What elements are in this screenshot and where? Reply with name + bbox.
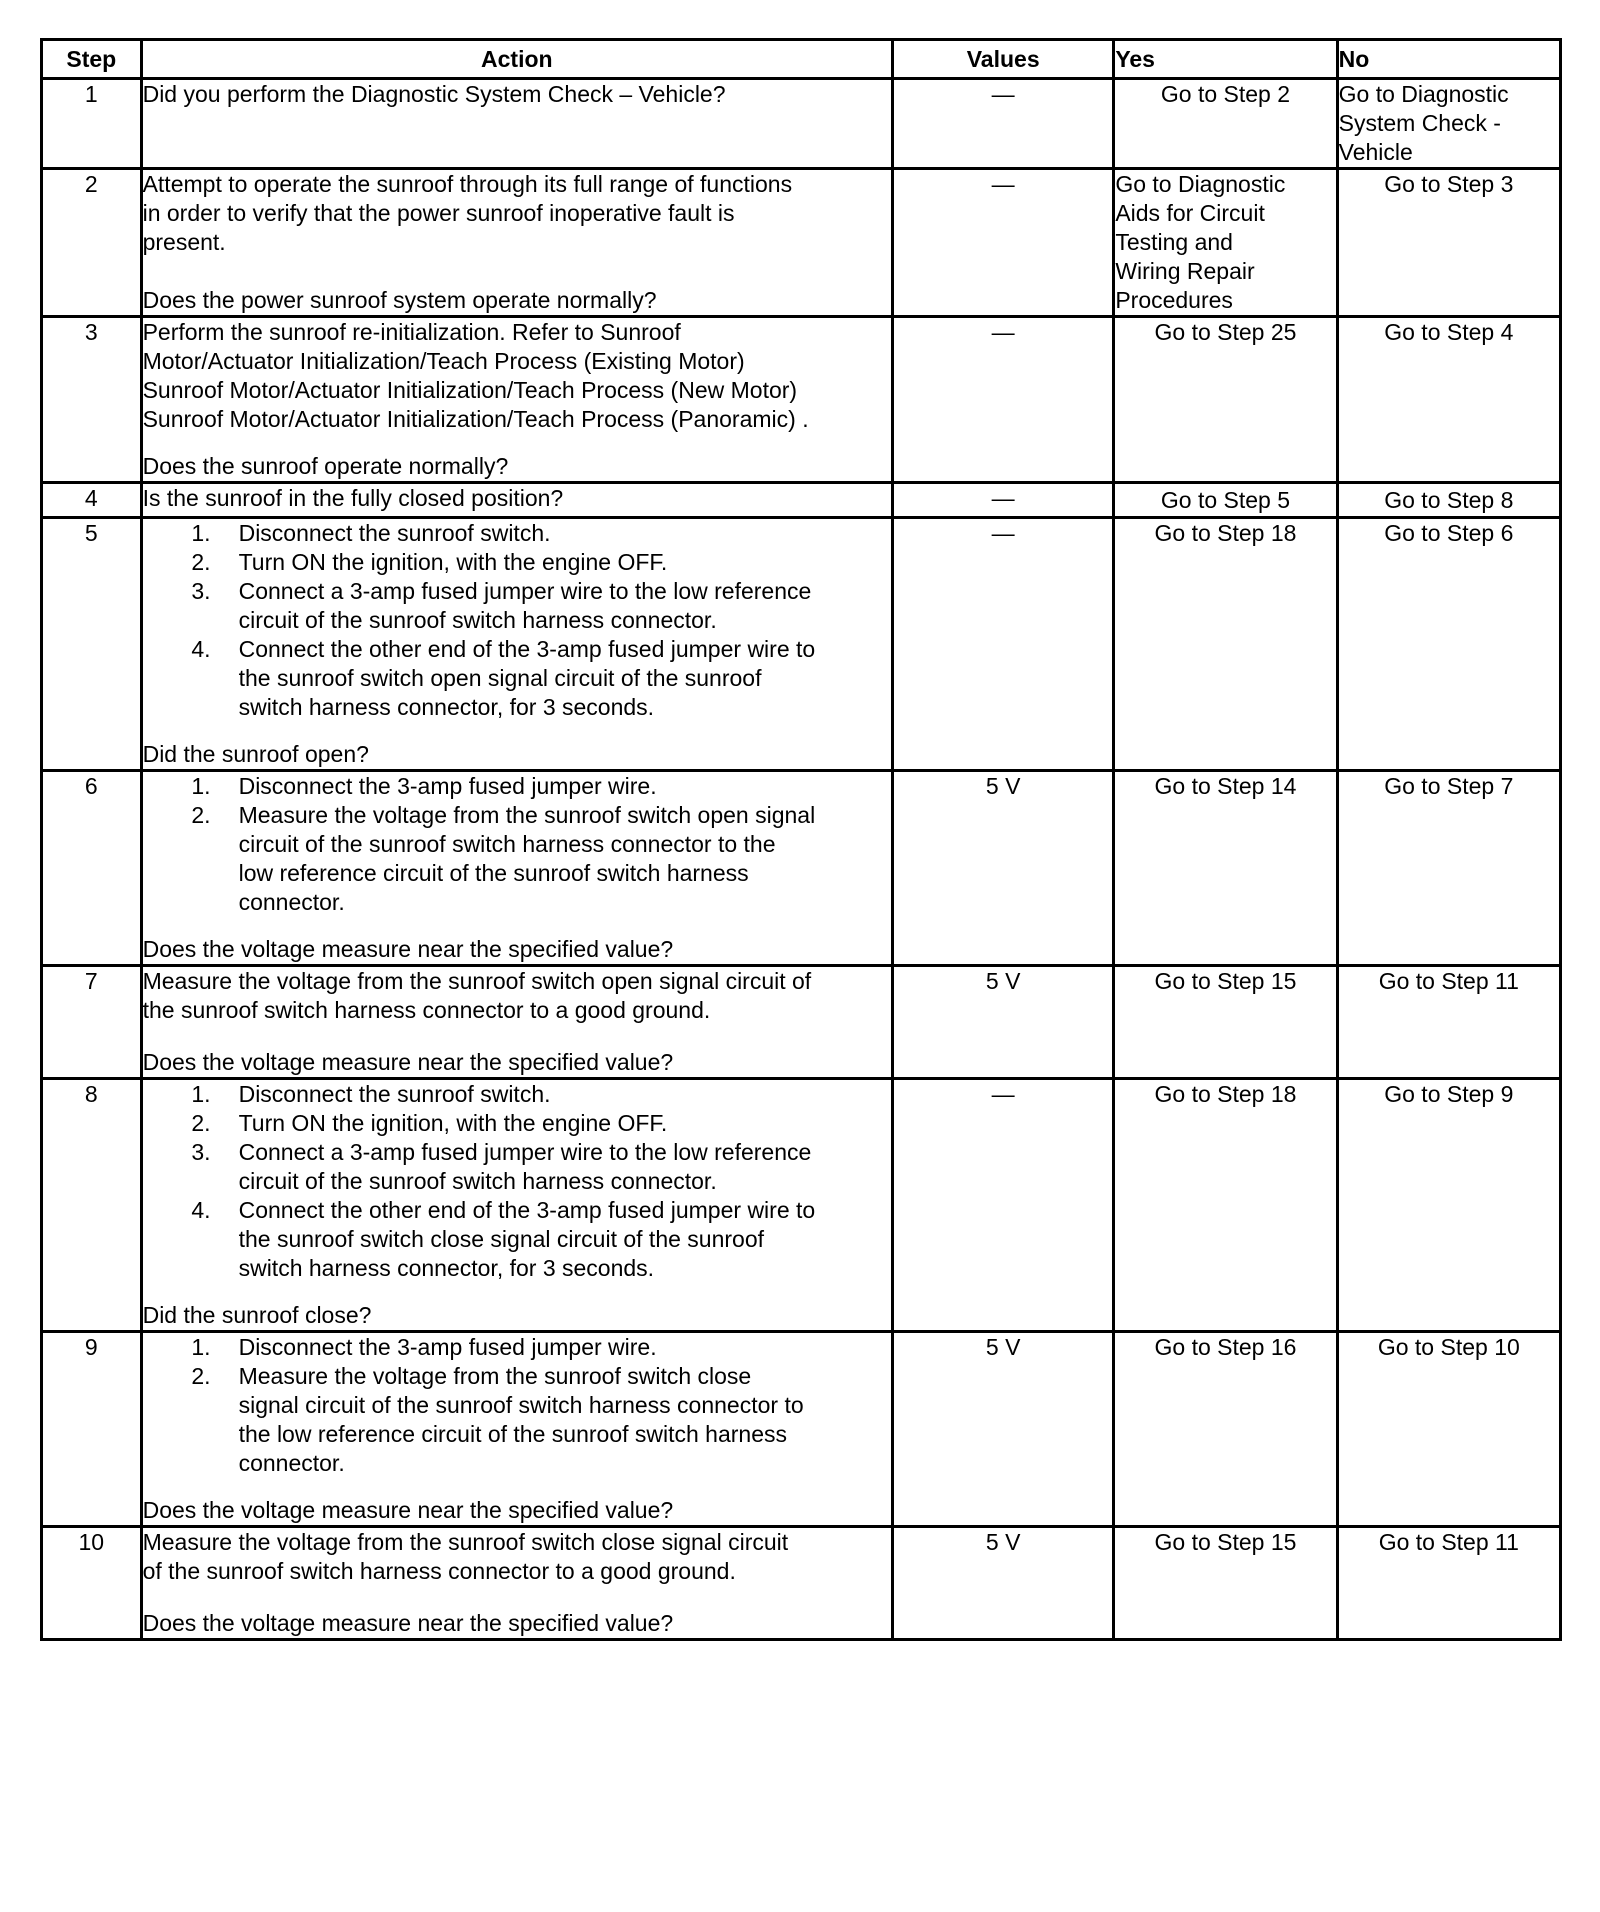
action-body — [143, 967, 891, 1025]
procedure-item-number: 2. — [191, 1363, 211, 1389]
values-cell: — — [893, 79, 1114, 169]
action-body — [143, 1333, 891, 1478]
procedure-item-number: 4. — [191, 1197, 211, 1223]
action-body — [143, 318, 891, 434]
yes-cell[interactable]: Go to Diagnostic Aids for Circuit Testing and Wiring Repair Procedures — [1114, 169, 1337, 317]
step-number: 8 — [42, 1079, 142, 1332]
header-no: No — [1337, 40, 1560, 79]
header-values: Values — [893, 40, 1114, 79]
step-number: 3 — [42, 317, 142, 483]
procedure-item-text: Connect a 3-amp fused jumper wire to the low reference circuit of the sunroof switch harness connector. — [238, 1139, 812, 1194]
no-cell[interactable]: Go to Step 10 — [1337, 1332, 1560, 1527]
procedure-list — [143, 1080, 891, 1283]
procedure-list — [143, 519, 891, 722]
procedure-list — [143, 772, 891, 917]
procedure-item-text: Measure the voltage from the sunroof switch close signal circuit of the sunroof switch harness connector to the low reference circuit of the sunroof switch harness connector. — [238, 1363, 804, 1476]
values-cell: — — [893, 317, 1114, 483]
action-text: Is the sunroof in the fully closed position? — [142, 485, 564, 511]
table-row — [42, 771, 1561, 966]
table-row — [42, 1527, 1561, 1640]
action-body — [143, 170, 891, 257]
values-cell: — — [893, 518, 1114, 771]
table-row — [42, 483, 1561, 518]
values-cell: — — [893, 1079, 1114, 1332]
action-body — [143, 772, 891, 917]
procedure-item — [143, 1362, 891, 1478]
action-content — [143, 967, 891, 1077]
action-text: Measure the voltage from the sunroof switch close signal circuit of the sunroof switch harness connector to a good ground. — [142, 1529, 789, 1584]
procedure-item-number: 2. — [191, 1110, 211, 1136]
action-content — [143, 772, 891, 964]
yes-cell[interactable]: Go to Step 18 — [1114, 1079, 1337, 1332]
procedure-item-text: Connect the other end of the 3-amp fused jumper wire to the sunroof switch open signal circuit of the sunroof switch harness connector, for 3 seconds. — [238, 636, 816, 720]
diagnostic-table — [40, 38, 1562, 1641]
no-cell[interactable]: Go to Step 7 — [1337, 771, 1560, 966]
action-cell — [141, 483, 892, 518]
no-cell[interactable]: Go to Step 4 — [1337, 317, 1560, 483]
procedure-list — [143, 1333, 891, 1478]
procedure-item — [143, 1109, 891, 1138]
action-question: Does the voltage measure near the specified value? — [142, 1610, 674, 1636]
procedure-item — [143, 801, 891, 917]
no-cell[interactable]: Go to Step 6 — [1337, 518, 1560, 771]
no-cell[interactable]: Go to Step 3 — [1337, 169, 1560, 317]
action-content — [143, 519, 891, 769]
yes-cell[interactable]: Go to Step 5 — [1114, 483, 1337, 518]
values-cell: — — [893, 483, 1114, 518]
no-cell[interactable]: Go to Step 11 — [1337, 1527, 1560, 1640]
procedure-item — [143, 577, 891, 635]
procedure-item — [143, 548, 891, 577]
action-question: Did the sunroof close? — [142, 1302, 372, 1328]
procedure-item-text: Disconnect the sunroof switch. — [238, 1081, 551, 1107]
action-cell — [141, 1332, 892, 1527]
table-row — [42, 169, 1561, 317]
values-cell: 5 V — [893, 966, 1114, 1079]
action-question: Does the power sunroof system operate normally? — [142, 287, 657, 313]
action-body — [143, 484, 891, 513]
action-content — [143, 170, 891, 315]
table-row — [42, 1079, 1561, 1332]
table-row — [42, 966, 1561, 1079]
action-content — [143, 1333, 891, 1525]
procedure-item-text: Disconnect the sunroof switch. — [238, 520, 551, 546]
procedure-item-text: Disconnect the 3-amp fused jumper wire. — [238, 773, 657, 799]
procedure-item-number: 4. — [191, 636, 211, 662]
action-content — [143, 1080, 891, 1330]
values-cell: 5 V — [893, 1527, 1114, 1640]
action-body — [143, 1528, 891, 1586]
table-row — [42, 317, 1561, 483]
header-yes: Yes — [1114, 40, 1337, 79]
yes-cell[interactable]: Go to Step 15 — [1114, 966, 1337, 1079]
action-text: Perform the sunroof re-initialization. Refer to Sunroof Motor/Actuator Initialization/Teach Process (Existing Motor) Sunroof Motor/Actuator Initialization/Teach Process (New Motor) Sunroof Motor/Actuator Initialization/Teach Process (Panoramic) . — [142, 319, 809, 432]
action-text: Measure the voltage from the sunroof switch open signal circuit of the sunroof switch harness connector to a good ground. — [142, 968, 812, 1023]
procedure-item-text: Turn ON the ignition, with the engine OFF. — [238, 1110, 668, 1136]
step-number: 5 — [42, 518, 142, 771]
action-question: Does the voltage measure near the specified value? — [142, 936, 674, 962]
yes-cell[interactable]: Go to Step 16 — [1114, 1332, 1337, 1527]
procedure-item-number: 1. — [191, 773, 211, 799]
action-cell — [141, 79, 892, 169]
procedure-item-text: Measure the voltage from the sunroof switch open signal circuit of the sunroof switch harness connector to the low reference circuit of the sunroof switch harness connector. — [238, 802, 816, 915]
no-cell[interactable]: Go to Step 8 — [1337, 483, 1560, 518]
step-number: 4 — [42, 483, 142, 518]
procedure-item-text: Turn ON the ignition, with the engine OFF. — [238, 549, 668, 575]
procedure-item-number: 2. — [191, 802, 211, 828]
action-body — [143, 1080, 891, 1283]
procedure-item-number: 1. — [191, 520, 211, 546]
step-number: 10 — [42, 1527, 142, 1640]
step-number: 2 — [42, 169, 142, 317]
values-cell: 5 V — [893, 1332, 1114, 1527]
action-question: Did the sunroof open? — [142, 741, 369, 767]
action-content — [143, 1528, 891, 1638]
yes-cell[interactable]: Go to Step 18 — [1114, 518, 1337, 771]
action-cell — [141, 771, 892, 966]
procedure-item-number: 1. — [191, 1334, 211, 1360]
step-number: 7 — [42, 966, 142, 1079]
table-row — [42, 1332, 1561, 1527]
procedure-item-number: 3. — [191, 1139, 211, 1165]
values-cell: — — [893, 169, 1114, 317]
action-body — [143, 80, 891, 109]
header-step: Step — [42, 40, 142, 79]
procedure-item — [143, 1333, 891, 1362]
step-number: 1 — [42, 79, 142, 169]
yes-cell[interactable]: Go to Step 15 — [1114, 1527, 1337, 1640]
procedure-item — [143, 772, 891, 801]
no-cell[interactable]: Go to Diagnostic System Check - Vehicle — [1337, 79, 1560, 169]
procedure-item-number: 3. — [191, 578, 211, 604]
procedure-item — [143, 1196, 891, 1283]
action-cell — [141, 966, 892, 1079]
yes-cell[interactable]: Go to Step 25 — [1114, 317, 1337, 483]
action-text: Attempt to operate the sunroof through its full range of functions in order to verify that the power sunroof inoperative fault is present. — [142, 171, 793, 255]
values-cell: 5 V — [893, 771, 1114, 966]
action-cell — [141, 169, 892, 317]
procedure-item-text: Disconnect the 3-amp fused jumper wire. — [238, 1334, 657, 1360]
action-content — [143, 80, 891, 167]
yes-cell[interactable]: Go to Step 2 — [1114, 79, 1337, 169]
action-cell — [141, 1527, 892, 1640]
action-question: Does the voltage measure near the specified value? — [142, 1049, 674, 1075]
action-question: Does the voltage measure near the specified value? — [142, 1497, 674, 1523]
no-cell[interactable]: Go to Step 9 — [1337, 1079, 1560, 1332]
action-question: Does the sunroof operate normally? — [142, 453, 509, 479]
yes-cell[interactable]: Go to Step 14 — [1114, 771, 1337, 966]
action-cell — [141, 1079, 892, 1332]
procedure-item — [143, 1080, 891, 1109]
action-cell — [141, 518, 892, 771]
action-cell — [141, 317, 892, 483]
no-cell[interactable]: Go to Step 11 — [1337, 966, 1560, 1079]
procedure-item — [143, 519, 891, 548]
action-text: Did you perform the Diagnostic System Check – Vehicle? — [142, 81, 726, 107]
step-number: 9 — [42, 1332, 142, 1527]
procedure-item-number: 2. — [191, 549, 211, 575]
table-row — [42, 79, 1561, 169]
procedure-item — [143, 1138, 891, 1196]
procedure-item-number: 1. — [191, 1081, 211, 1107]
header-row — [42, 40, 1561, 79]
procedure-item-text: Connect a 3-amp fused jumper wire to the low reference circuit of the sunroof switch harness connector. — [238, 578, 812, 633]
table-row — [42, 518, 1561, 771]
action-content — [143, 318, 891, 481]
action-content — [143, 484, 891, 516]
procedure-item — [143, 635, 891, 722]
header-action: Action — [141, 40, 892, 79]
action-body — [143, 519, 891, 722]
step-number: 6 — [42, 771, 142, 966]
procedure-item-text: Connect the other end of the 3-amp fused jumper wire to the sunroof switch close signal circuit of the sunroof switch harness connector, for 3 seconds. — [238, 1197, 816, 1281]
